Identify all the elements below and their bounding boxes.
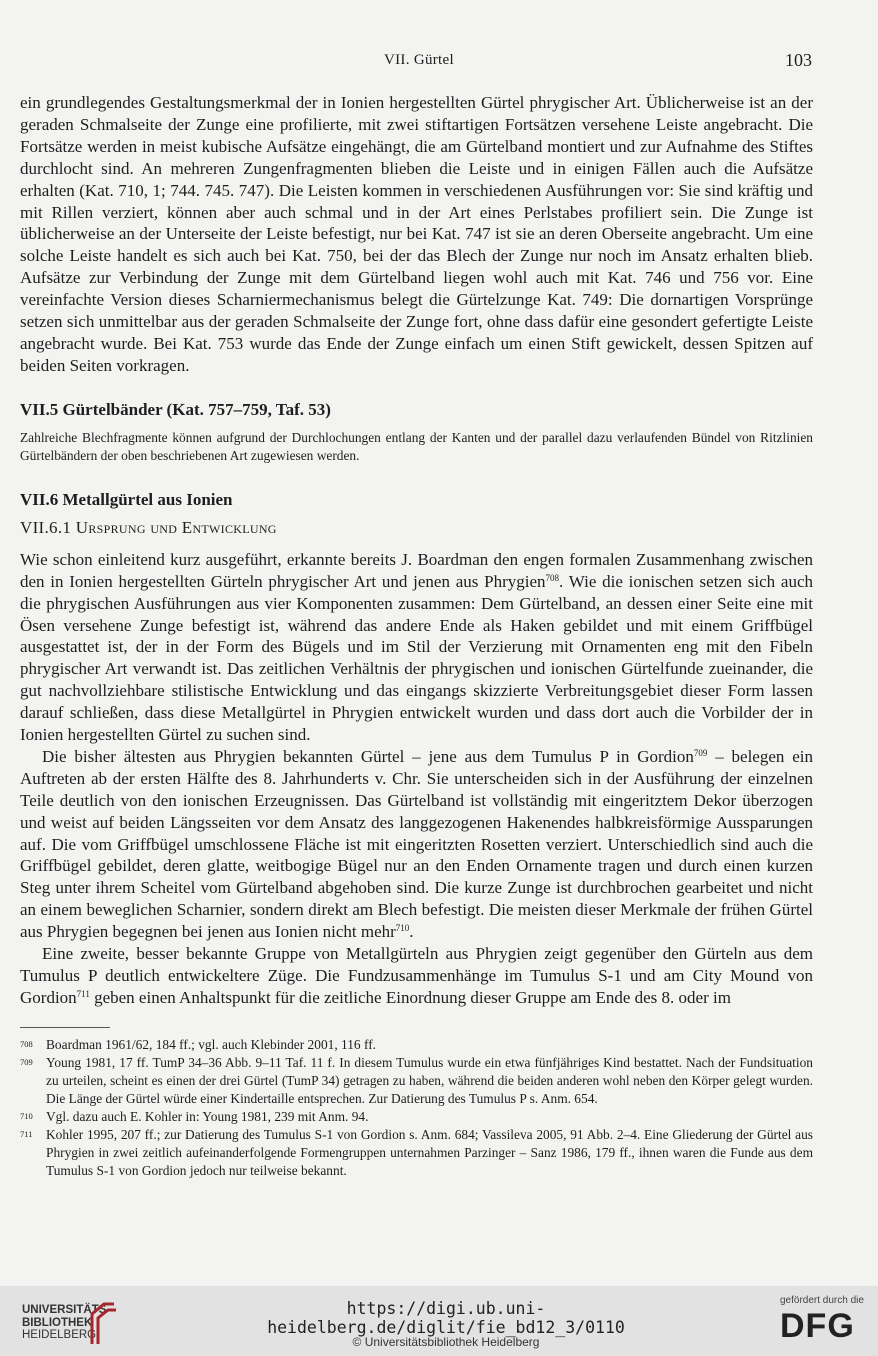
footnote-text: Vgl. dazu auch E. Kohler in: Young 1981, 239 mit Anm. 94. [46, 1108, 369, 1124]
footnote-text: Boardman 1961/62, 184 ff.; vgl. auch Klebinder 2001, 116 ff. [46, 1036, 376, 1052]
footnote-number: 708 [20, 1038, 33, 1049]
library-emblem-icon [88, 1300, 118, 1348]
dfg-logo[interactable]: DFG [780, 1307, 855, 1345]
chapter-title: VII. Gürtel [384, 52, 454, 68]
footnote-709 [20, 1054, 813, 1108]
page-number: 103 [785, 50, 812, 70]
permalink-url[interactable]: https://digi.ub.uni-heidelberg.de/diglit/fie_bd12_3/0110 [267, 1299, 625, 1337]
section-heading-7-5: VII.5 Gürtelbänder (Kat. 757–759, Taf. 53) [20, 399, 331, 419]
footnote-number: 709 [20, 1056, 33, 1067]
funding-label: gefördert durch die [780, 1295, 864, 1306]
paragraph-hinge: ein grundlegendes Gestaltungsmerkmal der in Ionien hergestellten Gürtel phrygischer Art. Üblicherweise ist an der geraden Schmalseite der Zunge eine profilierte, mit zwei stiftartigen Fortsätzen versehene Leiste angebracht. Die Fortsätze werden in meist kubische Aufsätze eingehängt, die am Gürtelband montiert und zur Aufnahme des Stiftes durchlocht sind. An mehreren Zungenfragmenten blieben die Leiste und in einigen Fällen auch die Aufsätze erhalten (Kat. 710, 1; 744. 745. 747). Die Leisten kommen in verschiedenen Ausführungen vor: Sie sind kräftig und mit Rillen verziert, können aber auch schmal und in der Art eines Perlstabes profiliert sein. Die Zunge ist üblicherweise an der Unterseite der Leiste befestigt, nur bei Kat. 747 ist sie an deren Oberseite angebracht. Um eine solche Leiste handelt es sich auch bei Kat. 750, bei der das Blech der Zunge nur noch im Ansatz erhalten blieb. Aufsätze zur Verbindung der Zunge mit dem Gürtelband liegen wohl auch mit Kat. 746 und 756 vor. Eine vereinfachte Version dieses Scharniermechanismus belegt die Gürtelzunge Kat. 749: Die dornartigen Vorsprünge setzen sich unmittelbar aus der geraden Schmalseite der Zunge fort, ohne dass dafür eine gesondert gefertigte Leiste angebracht wurde. Bei Kat. 753 wurde das Ende der Zunge einfach um einen Stift gewickelt, dessen Spitzen auf beiden Seiten vorkragen. [20, 93, 813, 375]
viewer-footer [0, 1286, 878, 1356]
library-name-line: HEIDELBERG [22, 1329, 97, 1342]
footnote-number: 710 [20, 1110, 33, 1121]
body-text [20, 92, 813, 1180]
footnote-text: Kohler 1995, 207 ff.; zur Datierung des Tumulus S-1 von Gordion s. Anm. 684; Vassileva 2005, 91 Abb. 2–4. Eine Gliederung der Gürtel aus Phrygien in zwei zeitlich aufeinanderfolgende Formengruppen unternahmen Parzinger – Sanz 1986, 179 ff., ihnen waren die Funde aus dem Tumulus S-1 von Gordion jedoch nur teilweise bekannt. [46, 1126, 813, 1178]
footnote-710 [20, 1108, 813, 1126]
paragraph-second-group: Eine zweite, besser bekannte Gruppe von Metallgürteln aus Phrygien zeigt gegenüber den Gürteln aus dem Tumulus P deutlich entwickeltere Züge. Die Fundzusammenhänge im Tumulus S-1 und am City Mound von Gordion$^{711}$ geben einen Anhaltspunkt für die zeitliche Einordnung dieser Gruppe am Ende des 8. oder im [20, 944, 813, 1007]
footnote-711 [20, 1126, 813, 1180]
footnote-ref-708[interactable]: 708 [545, 572, 560, 583]
section-heading-7-6: VII.6 Metallgürtel aus Ionien [20, 489, 233, 509]
footnote-ref-711[interactable]: 711 [76, 988, 90, 999]
paragraph-origin: Wie schon einleitend kurz ausgeführt, erkannte bereits J. Boardman den engen formalen Zusammenhang zwischen den in Ionien hergestellten Gürteln phrygischer Art und jenen aus Phrygien$^{708}$. Wie die ionischen setzen sich auch die phrygischen Ausführungen aus vier Komponenten zusammen: Dem Gürtelband, an dessen einer Seite eine mit Ösen versehene Zunge befestigt ist, während das andere Ende als Haken gebildet und mit einem Griffbügel ausgestattet ist, der in der Form des Bügels und im Stil der Verzierung mit Ornamenten eng mit den Fibeln phrygischer Art verwandt ist. Das zeitlichen Verhältnis der phrygischen und ionischen Gürtelfunde zueinander, die gut nachvollziehbare stilistische Entwicklung und das eingangs skizzierte Verbreitungsgebiet dieser Form lassen darauf schließen, dass diese Metallgürtel in Phrygien entwickelt wurden und dass dort auch die Vorbilder der in Ionien hergestellten Gürtel zu suchen sind. [20, 549, 813, 745]
footnote-ref-710[interactable]: 710 [395, 923, 410, 934]
subsection-heading-7-6-1: VII.6.1 Ursprung und Entwicklung [20, 517, 277, 537]
footnote-708 [20, 1036, 813, 1054]
library-name-line: BIBLIOTHEK [22, 1316, 93, 1329]
copyright-notice: © Universitätsbibliothek Heidelberg [352, 1335, 540, 1349]
footnote-ref-709[interactable]: 709 [693, 747, 708, 758]
footnote-number: 711 [20, 1128, 33, 1139]
library-name-line: UNIVERSITÄTS- [22, 1304, 111, 1316]
running-head [0, 52, 878, 74]
paragraph-tumulus-p: Die bisher ältesten aus Phrygien bekannten Gürtel – jene aus dem Tumulus P in Gordion$^{709}$ – belegen ein Auftreten ab der ersten Hälfte des 8. Jahrhunderts v. Chr. Sie unterscheiden sich in der Ausführung der einzelnen Teile deutlich von den ionischen Erzeugnissen. Das Gürtelband ist vollständig mit eingeritztem Dekor überzogen und weist auf beiden Längsseiten vor dem Ansatz des langgezogenen Hakenendes halbkreisförmige Aussparungen auf. Die vom Griffbügel umschlossene Fläche ist mit eingeritzten Rosetten verziert. Unterschiedlich sind auch die Griffbügel gebildet, deren glatte, weitbogige Bügel nur an den Enden Ornamente tragen und durch einen kurzen Steg unter ihrem Scheitel vom Gürtelband abgehoben sind. Die kurze Zunge ist durchbrochen gearbeitet und nicht an einem beweglichen Scharnier, sondern direkt am Blech befestigt. Die meisten dieser Merkmale der frühen Gürtel aus Phrygien begegnen bei jenen aus Ionien nicht mehr$^{710}$. [20, 746, 813, 942]
section-7-5-text: Zahlreiche Blechfragmente können aufgrund der Durchlochungen entlang der Kanten und der parallel dazu verlaufenden Bündel von Ritzlinien Gürtelbändern der oben beschriebenen Art zugewiesen werden. [20, 429, 813, 463]
footnote-divider [20, 1027, 110, 1028]
footnote-text: Young 1981, 17 ff. TumP 34–36 Abb. 9–11 Taf. 11 f. In diesem Tumulus wurde ein etwa fünfjähriges Kind bestattet. Nach der Fundsituation zu urteilen, scheint es einen der drei Gürtel (TumP 34) getragen zu haben, während die beiden anderen wohl neben den Körper gelegt wurden. Die Länge der Gürtel würde einer Kindertaille entsprechen. Zur Datierung des Tumulus P s. Anm. 654. [46, 1054, 813, 1106]
